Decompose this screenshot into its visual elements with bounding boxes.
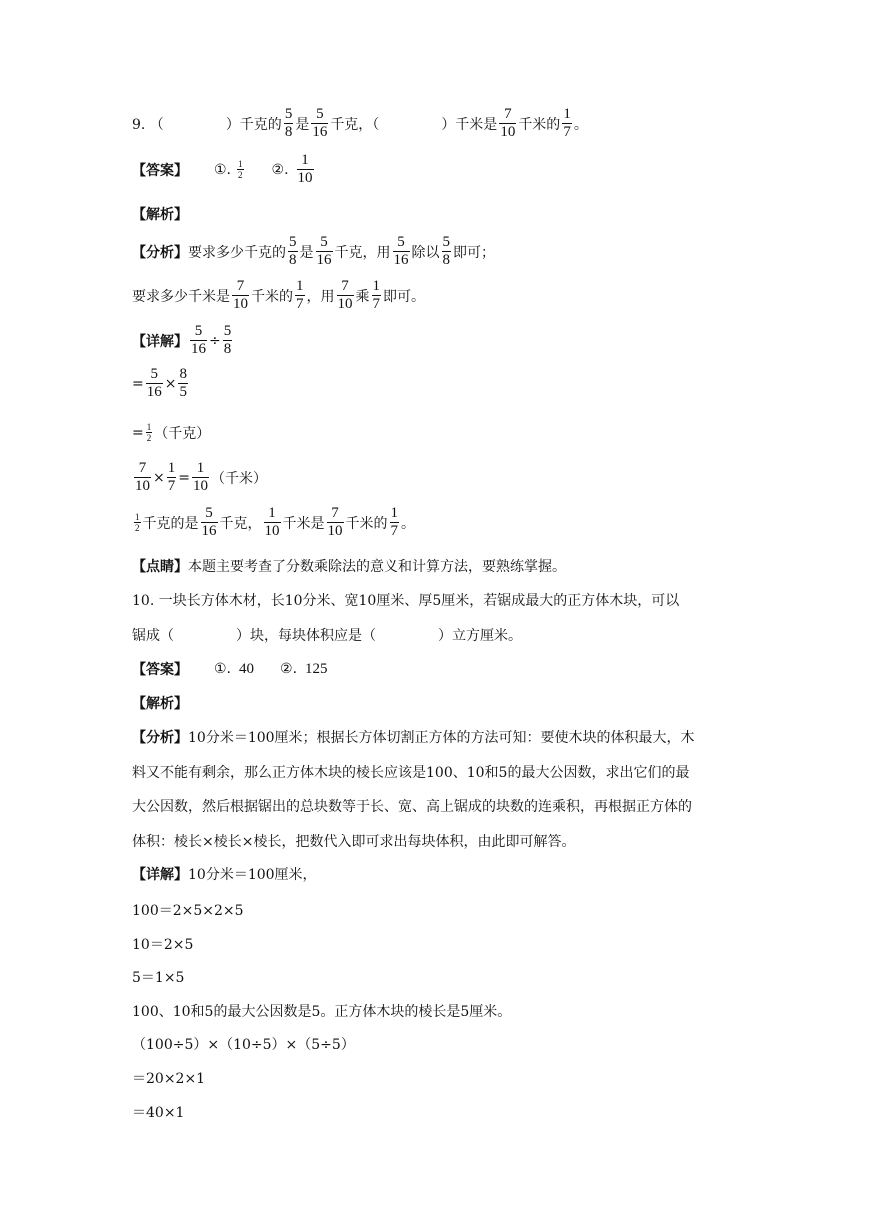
fraction: $\frac{8}{5}$ (179, 366, 187, 400)
q10-detail-7: ＝20×2×1 (132, 1071, 206, 1087)
q10-detail-6: （100÷5）×（10÷5）×（5÷5） (132, 1037, 355, 1053)
q10-line-2: 锯成（ ）块，每块体积应是（ ）立方厘米。 (132, 628, 522, 644)
fraction: $\frac{1}{7}$ (563, 106, 571, 140)
q10-detail-8: ＝40×1 (132, 1105, 185, 1121)
fraction: $\frac{1}{2}$ (146, 422, 152, 443)
q9-detail-5: $\frac{1}{2}$ 千克的是 $\frac{5}{16}$ 千克， $\frac{1}{10}$ 千米是 $\frac{7}{10}$ 千米的 $\frac{1}{7}$ 。 (135, 505, 415, 539)
fraction: $\frac{7}{10}$ (135, 460, 150, 494)
q10-fenxi-2: 料又不能有剩余，那么正方体木块的棱长应该是100、10和5的最大公因数，求出它们的最 (132, 765, 690, 781)
q10-detail-1: 【详解】 10分米＝100厘米， (132, 867, 317, 883)
fraction: $\frac{5}{16}$ (312, 106, 328, 140)
q10-detail-5: 100、10和5的最大公因数是5。正方体木块的棱长是5厘米。 (132, 1004, 512, 1020)
q9-dianjing: 【点睛】 本题主要考查了分数乘除法的意义和计算方法，要熟练掌握。 (132, 559, 566, 575)
q9-detail-2: = $\frac{5}{16}$ × $\frac{8}{5}$ (132, 366, 187, 400)
q10-jiexi: 【解析】 (132, 696, 188, 712)
q10-fenxi-1: 【分析】 10分米＝100厘米；根据长方体切割正方体的方法可知：要使木块的体积最大，木 (132, 730, 695, 746)
q9-fenxi-2: 要求多少千米是 $\frac{7}{10}$ 千米的 $\frac{1}{7}$ ，用 $\frac{7}{10}$ 乘 $\frac{1}{7}$ 即可。 (132, 278, 425, 312)
fraction: $\frac{7}{10}$ (337, 278, 353, 312)
q10-fenxi-4: 体积：棱长×棱长×棱长，把数代入即可求出每块体积，由此即可解答。 (132, 834, 576, 850)
fraction: $\frac{5}{16}$ (316, 234, 332, 268)
fraction: $\frac{5}{16}$ (393, 234, 409, 268)
q9-text: 9. （ (132, 116, 164, 133)
fraction: $\frac{5}{16}$ (146, 366, 162, 400)
q9-detail-1: 【详解】 $\frac{5}{16}$ ÷ $\frac{5}{8}$ (132, 323, 232, 357)
fraction: $\frac{5}{8}$ (289, 234, 297, 268)
q10-detail-2: 100＝2×5×2×5 (132, 903, 244, 919)
q10-fenxi-3: 大公因数，然后根据锯出的总块数等于长、宽、高上锯成的块数的连乘积，再根据正方体的 (132, 799, 692, 815)
fraction: $\frac{7}{10}$ (327, 505, 343, 539)
fraction: $\frac{5}{16}$ (191, 323, 206, 357)
fraction: $\frac{1}{2}$ (238, 159, 243, 180)
q10-detail-4: 5＝1×5 (132, 970, 185, 986)
q10-detail-3: 10＝2×5 (132, 937, 194, 953)
q9-answer: 【答案】 ①. $\frac{1}{2}$ ②. $\frac{1}{10}$ (132, 152, 313, 186)
fraction: $\frac{1}{7}$ (167, 460, 176, 494)
q9-line: 9. （ ）千克的 $\frac{5}{8}$ 是 $\frac{5}{16}$ 千克，（ ）千米是 $\frac{7}{10}$ 千米的 $\frac{1}{7}$ 。 (132, 106, 588, 140)
q9-detail-4: $\frac{7}{10}$ × $\frac{1}{7}$ = $\frac{1}{10}$ （千米） (135, 460, 267, 494)
q10-line-1: 10. 一块长方体木材，长10分米、宽10厘米、厚5厘米，若锯成最大的正方体木块，可以 (132, 593, 680, 609)
q10-answer: 【答案】 ①. 40 ②. 125 (132, 660, 328, 678)
fraction: $\frac{5}{8}$ (284, 106, 293, 140)
fraction: $\frac{7}{10}$ (500, 106, 516, 140)
fraction: $\frac{1}{7}$ (296, 278, 304, 312)
fraction: $\frac{1}{2}$ (135, 512, 140, 533)
fraction: $\frac{5}{16}$ (201, 505, 217, 539)
q9-detail-3: = $\frac{1}{2}$ （千克） (132, 422, 211, 443)
q9-jiexi: 【解析】 (132, 207, 188, 223)
fraction: $\frac{1}{7}$ (390, 505, 398, 539)
q9-fenxi: 【分析】 要求多少千克的 $\frac{5}{8}$ 是 $\frac{5}{16}$ 千克，用 $\frac{5}{16}$ 除以 $\frac{5}{8}$ 即可； (132, 234, 495, 268)
fraction: $\frac{5}{8}$ (442, 234, 450, 268)
fraction: $\frac{1}{7}$ (372, 278, 380, 312)
fraction: $\frac{1}{10}$ (297, 152, 313, 186)
answer-label: 【答案】 (132, 162, 188, 179)
fraction: $\frac{5}{8}$ (223, 323, 232, 357)
fraction: $\frac{1}{10}$ (192, 460, 208, 494)
fraction: $\frac{7}{10}$ (233, 278, 248, 312)
fraction: $\frac{1}{10}$ (264, 505, 280, 539)
